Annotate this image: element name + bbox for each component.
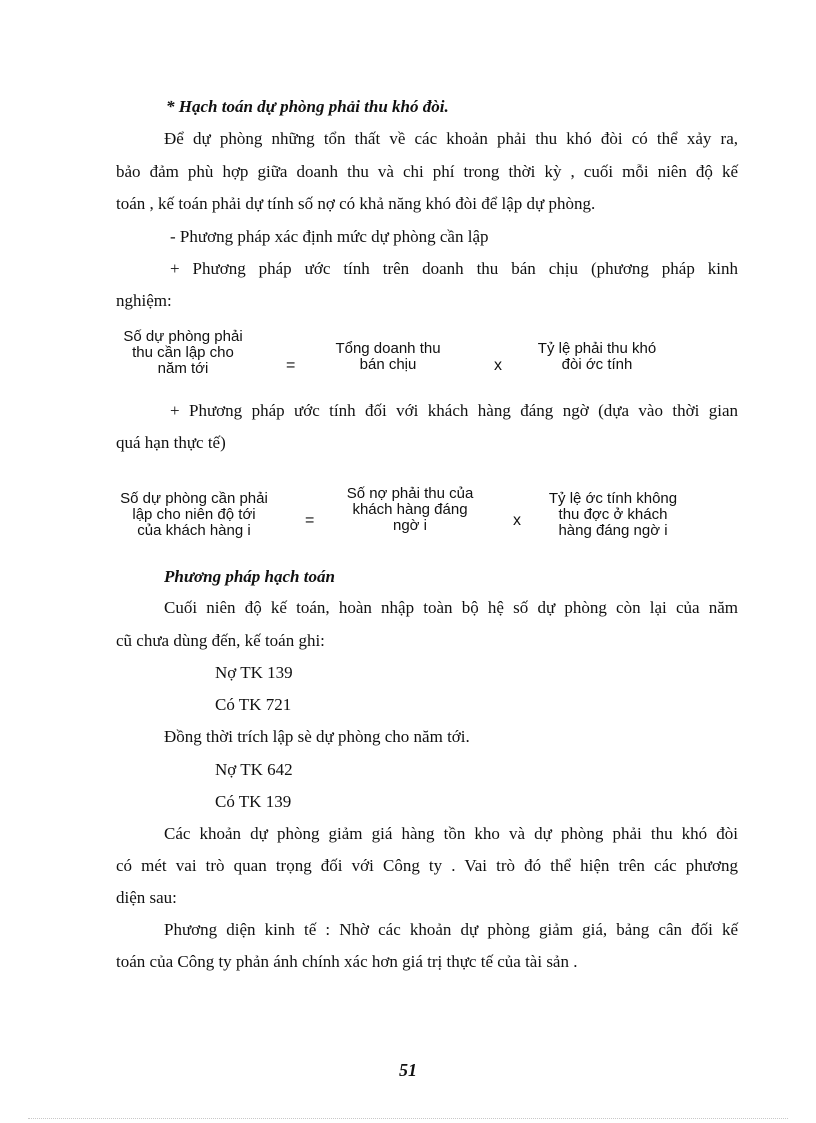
times-sign: x [513, 512, 521, 529]
paragraph-line: Đồng thời trích lập sè dự phòng cho năm tới. [164, 727, 470, 746]
paragraph-line: + Phương pháp ước tính trên doanh thu bán chịu (phương pháp kinh [170, 259, 738, 278]
formula-text: thu cần lập cho [132, 344, 234, 361]
journal-entry-debit: Nợ TK 139 [215, 663, 293, 682]
paragraph-line: nghiệm: [116, 291, 172, 310]
paragraph-line: Cuối niên độ kế toán, hoàn nhập toàn bộ hệ số dự phòng còn lại của năm [164, 598, 738, 617]
formula-text: Tỷ lệ ớc tính không [548, 490, 678, 507]
paragraph-line: cũ chưa dùng đến, kế toán ghi: [116, 631, 325, 650]
footer-divider [28, 1118, 788, 1119]
paragraph-line: có mét vai trò quan trọng đối với Công ty . Vai trò đó thể hiện trên các phương [116, 856, 738, 875]
formula-text: Số dự phòng cần phải [120, 490, 268, 507]
paragraph-line: Để dự phòng những tổn thất về các khoản phải thu khó đòi có thể xảy ra, [164, 129, 738, 148]
formula1-middle [318, 341, 458, 373]
section-heading: * Hạch toán dự phòng phải thu khó đòi. [166, 97, 449, 116]
formula-text: của khách hàng i [137, 522, 251, 539]
formula-text: đòi ớc tính [561, 356, 633, 373]
equals-sign: = [305, 512, 315, 529]
journal-entry-debit: Nợ TK 642 [215, 760, 293, 779]
formula-text: khách hàng đáng [352, 501, 468, 518]
formula2-right [532, 491, 694, 539]
formula-text: Tổng doanh thu [335, 340, 441, 357]
paragraph-line: Các khoản dự phòng giảm giá hàng tồn kho và dự phòng phải thu khó đòi [164, 824, 738, 843]
method-line: - Phương pháp xác định mức dự phòng cần lập [170, 227, 489, 246]
paragraph-line: + Phương pháp ước tính đối với khách hàng đáng ngờ (dựa vào thời gian [170, 401, 738, 420]
paragraph-line: toán , kế toán phải dự tính số nợ có khả năng khó đòi để lập dự phòng. [116, 194, 596, 213]
paragraph-line: bảo đảm phù hợp giữa doanh thu và chi phí trong thời kỳ , cuối mỗi niên độ kế [116, 162, 738, 181]
formula-text: ngờ i [392, 517, 428, 534]
formula-text: thu đợc ở khách [558, 506, 668, 523]
formula-text: Tỷ lệ phải thu khó [537, 340, 657, 357]
formula-text: bán chịu [359, 356, 417, 373]
section-heading: Phương pháp hạch toán [164, 567, 335, 586]
formula2-middle [330, 486, 490, 534]
formula-text: lập cho niên độ tới [132, 506, 256, 523]
paragraph-line: diện sau: [116, 888, 177, 907]
formula2-left [104, 491, 284, 539]
formula-text: Số nợ phải thu của [346, 485, 474, 502]
journal-entry-credit: Có TK 721 [215, 695, 292, 714]
formula1-left [108, 329, 258, 377]
formula-text: hàng đáng ngờ i [558, 522, 668, 539]
paragraph-line: quá hạn thực tế) [116, 433, 226, 452]
page-number: 51 [399, 1060, 417, 1080]
paragraph-line: Phương diện kinh tế : Nhờ các khoản dự phòng giảm giá, bảng cân đối kế [164, 920, 738, 939]
journal-entry-credit: Có TK 139 [215, 792, 292, 811]
equals-sign: = [286, 357, 296, 374]
formula-text: Số dự phòng phải [123, 328, 243, 345]
formula1-right [516, 341, 678, 373]
times-sign: x [494, 357, 502, 374]
paragraph-line: toán của Công ty phản ánh chính xác hơn giá trị thực tế của tài sản . [116, 952, 578, 971]
formula-text: năm tới [157, 360, 209, 377]
